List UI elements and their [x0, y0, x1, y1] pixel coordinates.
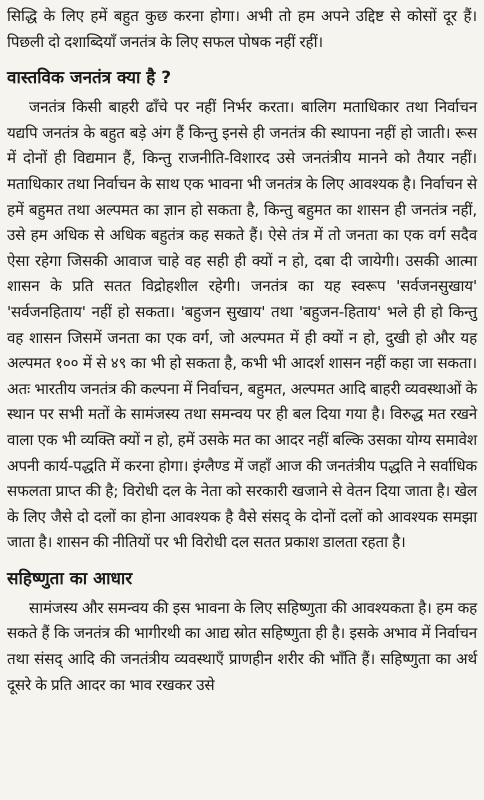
- section-body-tolerance: सामंजस्य और समन्वय की इस भावना के लिए सहिष्णुता की आवश्यकता है। हम कह सकते हैं कि जनतंत्र की भागीरथी का आद्य स्रोत सहिष्णुता ही है। इसके अभाव में निर्वाचन तथा संसद् आदि की जनतंत्रीय व्यवस्थाएँ प्राणहीन शरीर की भाँति हैं। सहिष्णुता का अर्थ दूसरे के प्रति आदर का भाव रखकर उसे: [7, 598, 477, 694]
- intro-paragraph: सिद्धि के लिए हमें बहुत कुछ करना होगा। अभी तो हम अपने उद्दिष्ट से कोसों दूर हैं। पिछली दो दशाब्दियाँ जनतंत्र के लिए सफल पोषक नहीं रहीं।: [7, 7, 477, 51]
- spacer: [7, 55, 477, 65]
- section-heading-real-democracy: वास्तविक जनतंत्र क्या है ?: [7, 68, 172, 89]
- spacer: [7, 556, 477, 566]
- section-heading-tolerance: सहिष्णुता का आधार: [7, 568, 133, 589]
- section-body-real-democracy: जनतंत्र किसी बाहरी ढाँचे पर नहीं निर्भर करता। बालिग मताधिकार तथा निर्वाचन यद्यपि जनतंत्र के बहुत बड़े अंग हैं किन्तु इनसे ही जनतंत्र की स्थापना नहीं हो जाती। रूस में दोनों ही विद्यमान हैं, किन्तु राजनीति-विशारद उसे जनतंत्रीय मानने को तैयार नहीं। मताधिकार तथा निर्वाचन के साथ एक भावना भी जनतंत्र के लिए आवश्यक है। निर्वाचन से हमें बहुमत तथा अल्पमत का ज्ञान हो सकता है, किन्तु बहुमत का शासन ही जनतंत्र नहीं, उसे हम अधिक से अधिक बहुतंत्र कह सकते हैं। ऐसे तंत्र में तो जनता का एक वर्ग सदैव ऐसा रहेगा जिसकी आवाज चाहे वह सही ही क्यों न हो, दबा दी जायेगी। उसकी आत्मा शासन के प्रति सतत विद्रोहशील रहेगी। जनतंत्र का यह स्वरूप 'सर्वजनसुखाय' 'सर्वजनहिताय' नहीं हो सकता। 'बहुजन सुखाय' तथा 'बहुजन-हिताय' भले ही हो किन्तु वह शासन जिसमें जनता का एक वर्ग, जो अल्पमत में ही क्यों न हो, दुखी हो और यह अल्पमत १०० में से ४९ का भी हो सकता है, कभी भी आदर्श शासन नहीं कहा जा सकता। अतः भारतीय जनतंत्र की कल्पना में निर्वाचन, बहुमत, अल्पमत आदि बाहरी व्यवस्थाओं के स्थान पर सभी मतों के सामंजस्य तथा समन्वय पर ही बल दिया गया है। विरुद्ध मत रखने वाला एक भी व्यक्ति क्यों न हो, हमें उसके मत का आदर नहीं बल्कि उसका योग्य समावेश अपनी कार्य-पद्धति में करना होगा। इंग्लैण्ड में जहाँ आज की जनतंत्रीय पद्धति ने सर्वाधिक सफलता प्राप्त की है; विरोधी दल के नेता को सरकारी खजाने से वेतन दिया जाता है। खेल के लिए जैसे दो दलों का होना आवश्यक है वैसे संसद् के दोनों दलों को आवश्यक समझा जाता है। शासन की नीतियों पर भी विरोधी दल सतत प्रकाश डालता रहता है।: [7, 98, 477, 552]
